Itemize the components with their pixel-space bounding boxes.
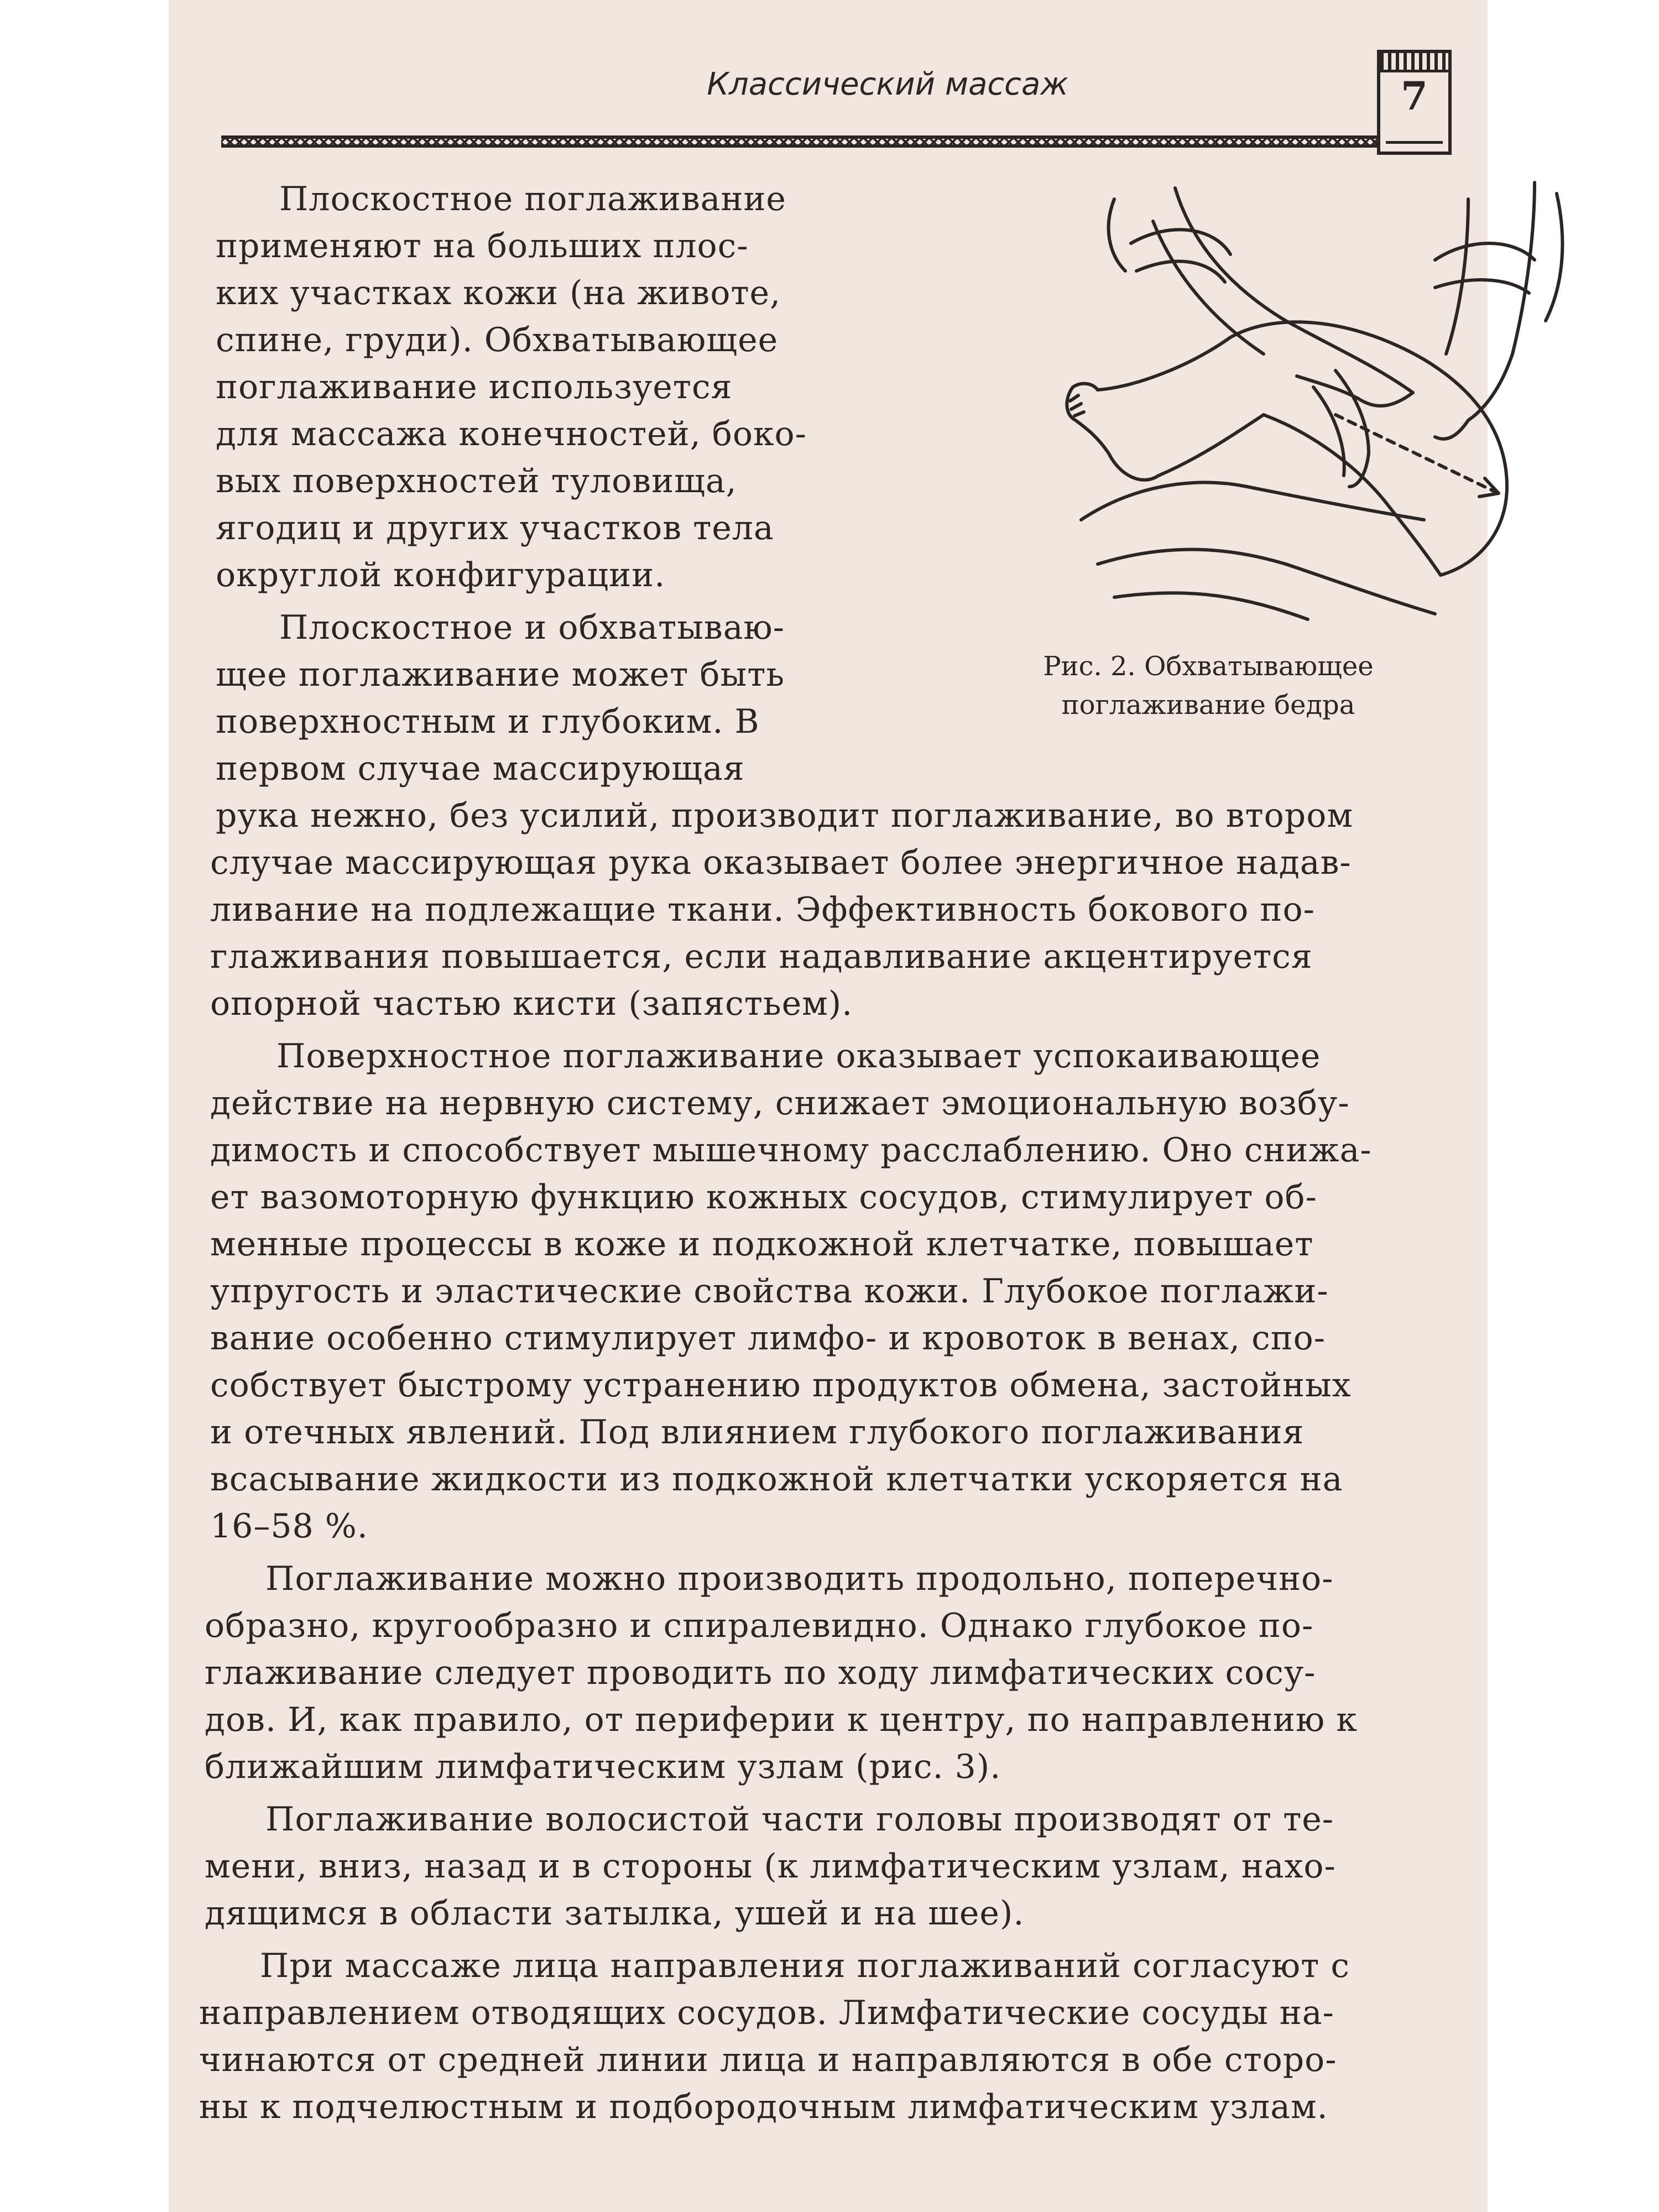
text-line: щее поглаживание может быть [216,655,785,694]
text-line: Поглаживание можно производить продольно, поперечно- [265,1559,1334,1598]
text-line: ближайшим лимфатическим узлам (рис. 3). [205,1747,1001,1786]
page-box-ornament [1380,53,1448,72]
figure-thigh-stroking-illustration [1048,177,1612,658]
running-title: Классический массаж [707,66,1068,102]
text-line: поглаживание используется [216,368,733,406]
figure-caption [932,647,1485,724]
text-line: 16–58 %. [210,1507,368,1546]
text-line: дов. И, как правило, от периферии к центру, по направлению к [205,1700,1358,1739]
text-line: вых поверхностей туловища, [216,462,737,500]
text-line: глаживание следует проводить по ходу лимфатических сосу- [205,1653,1316,1692]
text-line: мени, вниз, назад и в стороны (к лимфатическим узлам, нахо- [205,1847,1336,1886]
text-line: применяют на больших плос- [216,227,749,265]
text-line: опорной частью кисти (запястьем). [210,984,853,1023]
text-line: чинаются от средней линии лица и направляются в обе сторо- [199,2041,1337,2079]
text-line: случае массирующая рука оказывает более энергичное надав- [210,843,1352,882]
text-line: димость и способствует мышечному расслаблению. Оно снижа- [210,1131,1372,1170]
text-line: рука нежно, без усилий, производит поглаживание, во втором [216,796,1353,835]
text-line: поверхностным и глубоким. В [216,702,760,741]
text-line: глаживания повышается, если надавливание акцентируется [210,937,1313,976]
page-box-wave [1386,128,1443,144]
text-line: упругость и эластические свойства кожи. Глубокое поглажи- [210,1272,1329,1311]
text-line: Поверхностное поглаживание оказывает успокаивающее [276,1037,1321,1076]
text-line: округлой конфигурации. [216,556,666,594]
figure-caption-line: поглаживание бедра [1061,690,1355,721]
text-line: Плоскостное поглаживание [279,180,786,218]
text-line: для массажа конечностей, боко- [216,415,807,453]
book-page [169,0,1488,2212]
figure-caption-line: Рис. 2. Обхватывающее [1043,651,1374,682]
text-line: вание особенно стимулирует лимфо- и кровоток в венах, спо- [210,1319,1326,1358]
text-line: ны к подчелюстным и подбородочным лимфатическим узлам. [199,2088,1328,2126]
text-line: образно, кругообразно и спиралевидно. Однако глубокое по- [205,1606,1314,1645]
text-line: спине, груди). Обхватывающее [216,321,779,359]
text-line: действие на нервную систему, снижает эмоциональную возбу- [210,1084,1350,1123]
page-number-box [1377,50,1452,155]
text-line: ких участках кожи (на животе, [216,274,781,312]
text-line: ягодиц и других участков тела [216,509,774,547]
text-line: собствует быстрому устранению продуктов обмена, застойных [210,1366,1352,1405]
text-line: Поглаживание волосистой части головы производят от те- [265,1800,1334,1839]
text-line: дящимся в области затылка, ушей и на шее). [205,1894,1025,1933]
header-ornament-rule [221,135,1421,148]
text-line: При массаже лица направления поглаживаний согласуют с [260,1947,1350,1985]
text-line: и отечных явлений. Под влиянием глубокого поглаживания [210,1413,1305,1452]
text-line: Плоскостное и обхватываю- [279,608,785,647]
text-line: менные процессы в коже и подкожной клетчатке, повышает [210,1225,1314,1264]
text-line: направлением отводящих сосудов. Лимфатические сосуды на- [199,1994,1334,2032]
text-line: ет вазомоторную функцию кожных сосудов, стимулирует об- [210,1178,1317,1217]
text-line: всасывание жидкости из подкожной клетчатки ускоряется на [210,1460,1343,1499]
text-line: ливание на подлежащие ткани. Эффективность бокового по- [210,890,1315,929]
page-number: 7 [1401,73,1428,119]
text-line: первом случае массирующая [216,749,745,788]
